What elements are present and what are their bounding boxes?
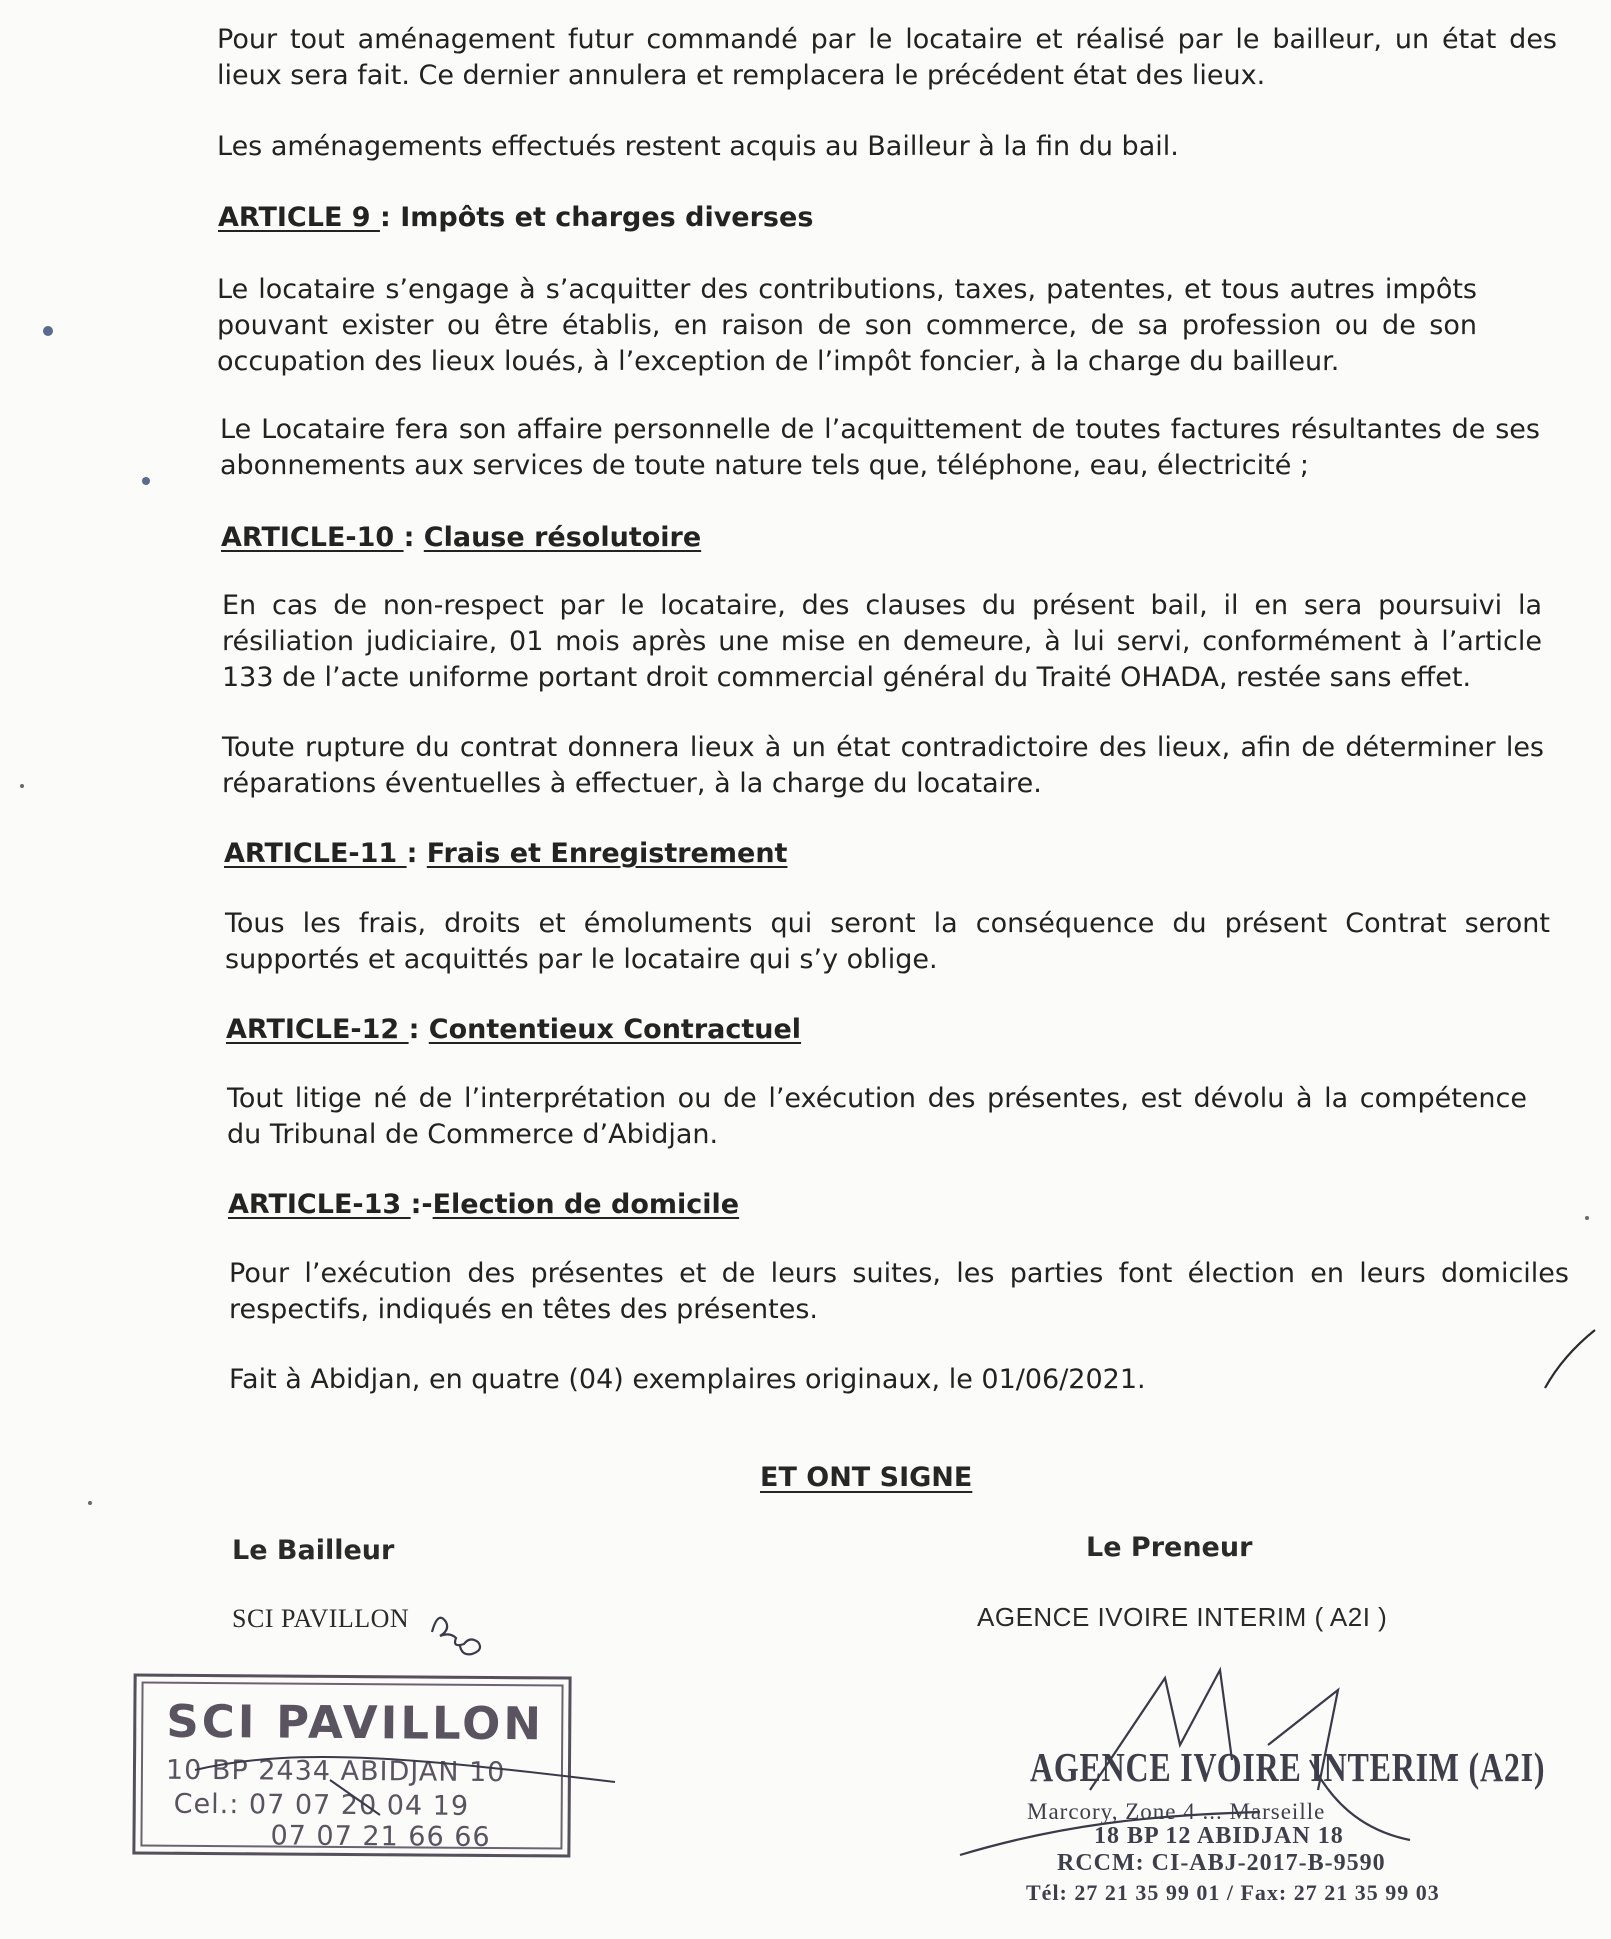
margin-mark — [1545, 1330, 1595, 1388]
bailleur-name: SCI PAVILLON — [232, 1604, 410, 1633]
paragraph-clause-resolutoire: En cas de non-respect par le locataire, des clauses du présent bail, il en sera poursuivi la résiliation judiciaire, 01 mois après une mise en demeure, à lui servi, conformément à l’article 133 de l’acte uniforme portant droit commercial général du Traité OHADA, restée sans effet. — [222, 590, 1542, 693]
stamp-phone-2: 07 07 21 66 66 — [270, 1820, 491, 1853]
article-separator: :- — [410, 1189, 433, 1220]
stamp-company-name: SCI PAVILLON — [166, 1694, 545, 1751]
scan-speck — [20, 784, 24, 788]
paragraph-litige: Tout litige né de l’interprétation ou de l’exécution des présentes, est dévolu à la compétence du Tribunal de Commerce d’Abidjan. — [227, 1083, 1527, 1150]
agence-ivoire-interim-stamp — [1012, 1743, 1546, 1933]
paragraph-impots: Le locataire s’engage à s’acquitter des contributions, taxes, patentes, et tous autres impôts pouvant exister ou être établis, en raison de son commerce, de sa profession ou de son occupation des lieux loués, à l’exception de l’impôt foncier, à la charge du bailleur. — [217, 274, 1477, 377]
scan-speck — [1585, 1216, 1589, 1220]
article-number: ARTICLE-10 — [221, 522, 404, 553]
article-separator: : — [406, 838, 427, 869]
scan-speck — [88, 1501, 92, 1505]
article-12-heading — [226, 1012, 801, 1048]
bailleur-label: Le Bailleur — [232, 1535, 395, 1566]
article-9-heading — [218, 200, 813, 236]
preneur-name: AGENCE IVOIRE INTERIM ( A2I ) — [977, 1602, 1388, 1632]
stamp-street-address: Marcory, Zone 4 ... Marseille — [1027, 1799, 1326, 1824]
stamp-rccm: RCCM: CI-ABJ-2017-B-9590 — [1057, 1850, 1386, 1876]
paragraph-acquittement-factures: Le Locataire fera son affaire personnelle de l’acquittement de toutes factures résultantes de ses abonnements aux services de toute nature tels que, téléphone, eau, électricité ; — [220, 414, 1540, 481]
article-13-heading — [228, 1187, 739, 1223]
article-number: ARTICLE-12 — [226, 1014, 409, 1045]
article-11-heading — [224, 836, 787, 872]
article-title: Impôts et charges diverses — [400, 202, 814, 233]
paragraph-amenagement-etat-des-lieux: Pour tout aménagement futur commandé par le locataire et réalisé par le bailleur, un état des lieux sera fait. Ce dernier annulera et remplacera le précédent état des lieux. — [217, 24, 1557, 91]
paragraph-fait-a-abidjan: Fait à Abidjan, en quatre (04) exemplaires originaux, le 01/06/2021. — [229, 1364, 1146, 1395]
article-number: ARTICLE-11 — [224, 838, 407, 869]
stamp-phone-fax: Tél: 27 21 35 99 01 / Fax: 27 21 35 99 03 — [1026, 1880, 1440, 1905]
stamp-postal-address: 18 BP 12 ABIDJAN 18 — [1094, 1823, 1344, 1849]
article-title: Clause résolutoire — [423, 522, 702, 553]
stamp-phone-1: Cel.: 07 07 20 04 19 — [173, 1788, 470, 1822]
paragraph-frais: Tous les frais, droits et émoluments qui seront la conséquence du présent Contrat seront supportés et acquittés par le locataire qui s’y oblige. — [225, 908, 1550, 975]
article-separator: : — [403, 522, 424, 553]
stamp-company-name: AGENCE IVOIRE INTERIM (A2I) — [1030, 1744, 1546, 1790]
paragraph-rupture-contrat: Toute rupture du contrat donnera lieux à un état contradictoire des lieux, afin de déterminer les réparations éventuelles à effectuer, à la charge du locataire. — [222, 732, 1544, 799]
article-title: Contentieux Contractuel — [428, 1014, 802, 1045]
paragraph-election-domicile: Pour l’exécution des présentes et de leurs suites, les parties font élection en leurs domiciles respectifs, indiqués en têtes des présentes. — [229, 1258, 1569, 1325]
sci-pavillon-stamp — [132, 1673, 571, 1857]
article-separator: : — [380, 202, 401, 233]
signature-heading: ET ONT SIGNE — [760, 1462, 973, 1493]
article-separator: : — [408, 1014, 429, 1045]
preneur-label: Le Preneur — [1086, 1532, 1253, 1563]
article-10-heading — [221, 520, 701, 556]
scan-speck — [142, 477, 150, 485]
article-title: Frais et Enregistrement — [426, 838, 788, 869]
scan-speck — [43, 326, 53, 336]
article-number: ARTICLE 9 — [218, 202, 380, 233]
article-title: Election de domicile — [432, 1189, 740, 1220]
article-number: ARTICLE-13 — [228, 1189, 411, 1220]
stamp-postal-address: 10 BP 2434 ABIDJAN 10 — [165, 1754, 506, 1789]
bailleur-initials-signature — [432, 1618, 480, 1655]
paragraph-amenagements-acquis: Les aménagements effectués restent acquis au Bailleur à la fin du bail. — [217, 131, 1179, 162]
